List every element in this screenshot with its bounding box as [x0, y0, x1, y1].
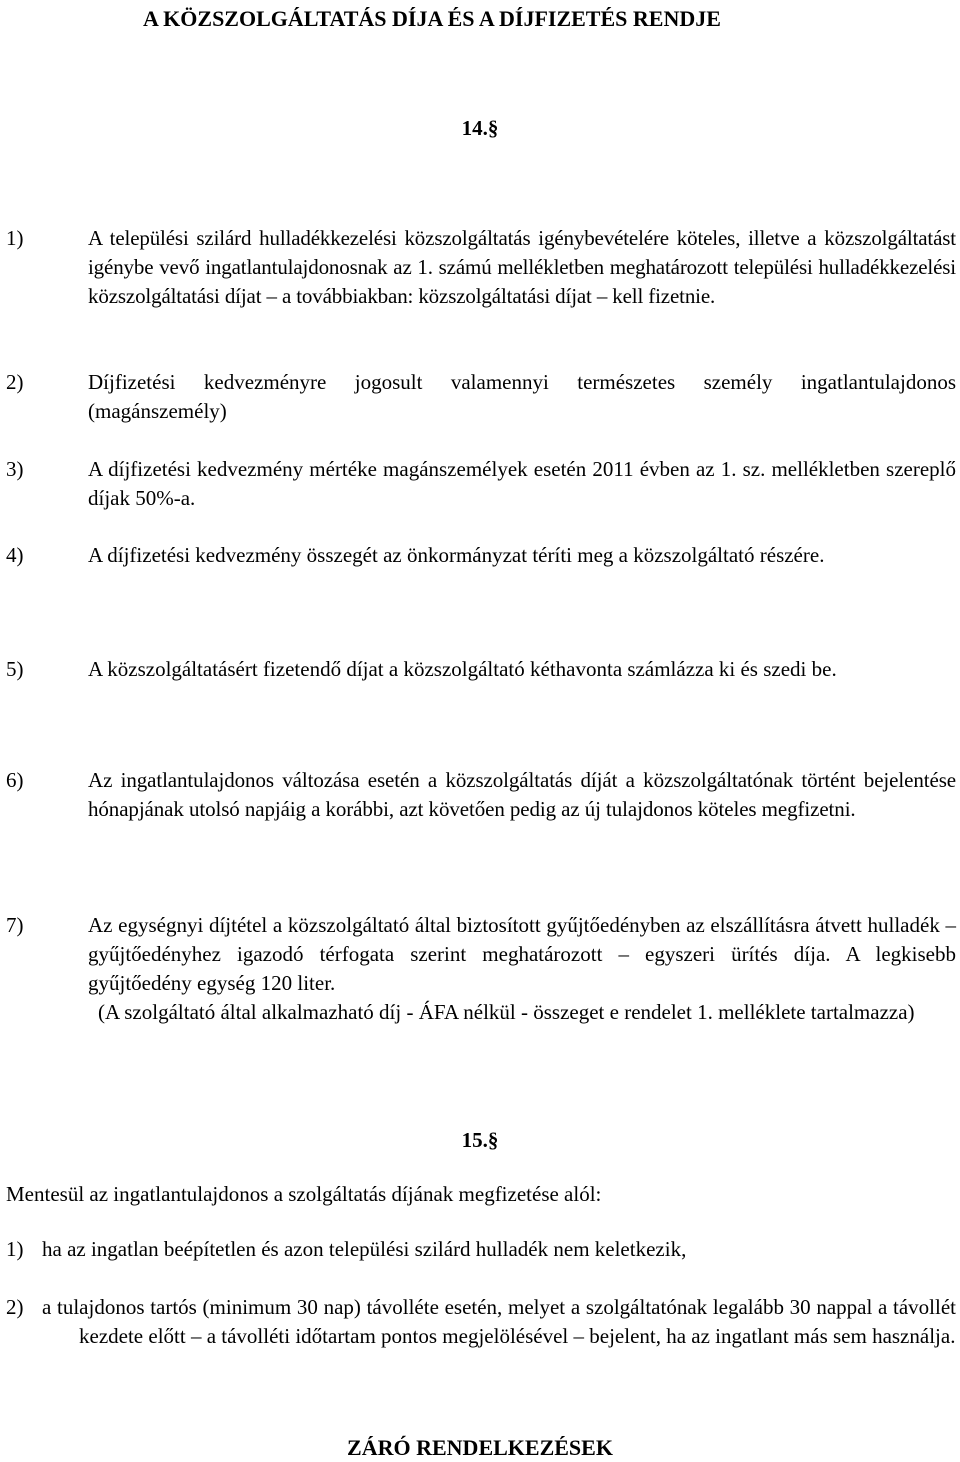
item-text: a tulajdonos tartós (minimum 30 nap) távolléte esetén, melyet a szolgáltatónak legalább 30 nappal a távollét kezdete előtt – a távolléti időtartam pontos megjelölésével – bejelent, ha az ingatlant más sem használja. — [42, 1295, 956, 1348]
item-text: Az ingatlantulajdonos változása esetén a közszolgáltatás díját a közszolgáltatónak történt bejelentése hónapjának utolsó napjáig a korábbi, azt követően pedig az új tulajdonos köteles megfizetni. — [88, 768, 956, 821]
paragraph-15-1 — [6, 1235, 956, 1264]
paragraph-14-1 — [6, 224, 956, 311]
item-text: A települési szilárd hulladékkezelési közszolgáltatás igénybevételére köteles, illetve a közszolgáltatást igénybe vevő ingatlantulajdonosnak az 1. számú mellékletben meghatározott települési hulladékkezelési közszolgáltatási díjat – a továbbiakban: közszolgáltatási díjat – kell fizetnie. — [88, 226, 956, 308]
section-15-heading: 15.§ — [461, 1128, 499, 1152]
item-number: 7) — [6, 913, 24, 937]
paragraph-14-5 — [6, 655, 956, 684]
item-text: Díjfizetési kedvezményre jogosult valamennyi természetes személy ingatlantulajdonos (magánszemély) — [88, 370, 956, 423]
exemption-intro: Mentesül az ingatlantulajdonos a szolgáltatás díjának megfizetése alól: — [6, 1182, 602, 1206]
paragraph-14-6 — [6, 766, 956, 824]
item-text: A díjfizetési kedvezmény összegét az önkormányzat téríti meg a közszolgáltató részére. — [88, 543, 825, 567]
item-text: A díjfizetési kedvezmény mértéke magánszemélyek esetén 2011 évben az 1. sz. mellékletben szereplő díjak 50%-a. — [88, 457, 956, 510]
item-number: 2) — [6, 370, 24, 394]
item-text: Az egységnyi díjtétel a közszolgáltató által biztosított gyűjtőedényben az elszállításra átvett hulladék – gyűjtőedényhez igazodó térfogata szerint meghatározott – egyszeri ürítés díja. A legkisebb gyűjtőedény egység 120 liter. — [88, 913, 956, 995]
item-number: 1) — [6, 226, 24, 250]
paragraph-14-2 — [6, 368, 956, 426]
item-text: ha az ingatlan beépítetlen és azon települési szilárd hulladék nem keletkezik, — [42, 1237, 687, 1261]
paragraph-15-2 — [6, 1293, 956, 1351]
item-number: 5) — [6, 657, 24, 681]
item-note: (A szolgáltató által alkalmazható díj - ÁFA nélkül - összeget e rendelet 1. melléklete tartalmazza) — [98, 1000, 915, 1024]
closing-heading: ZÁRÓ RENDELKEZÉSEK — [347, 1435, 613, 1460]
section-14-heading: 14.§ — [461, 116, 499, 140]
item-number: 4) — [6, 543, 24, 567]
item-number: 6) — [6, 768, 24, 792]
paragraph-14-4 — [6, 541, 956, 570]
item-number: 1) — [6, 1237, 24, 1261]
item-number: 2) — [6, 1295, 24, 1319]
document-heading: A KÖZSZOLGÁLTATÁS DÍJA ÉS A DÍJFIZETÉS RENDJE — [143, 6, 721, 31]
paragraph-14-3 — [6, 455, 956, 513]
item-number: 3) — [6, 457, 24, 481]
item-text: A közszolgáltatásért fizetendő díjat a közszolgáltató kéthavonta számlázza ki és szedi be. — [88, 657, 837, 681]
paragraph-14-7 — [6, 911, 956, 1027]
